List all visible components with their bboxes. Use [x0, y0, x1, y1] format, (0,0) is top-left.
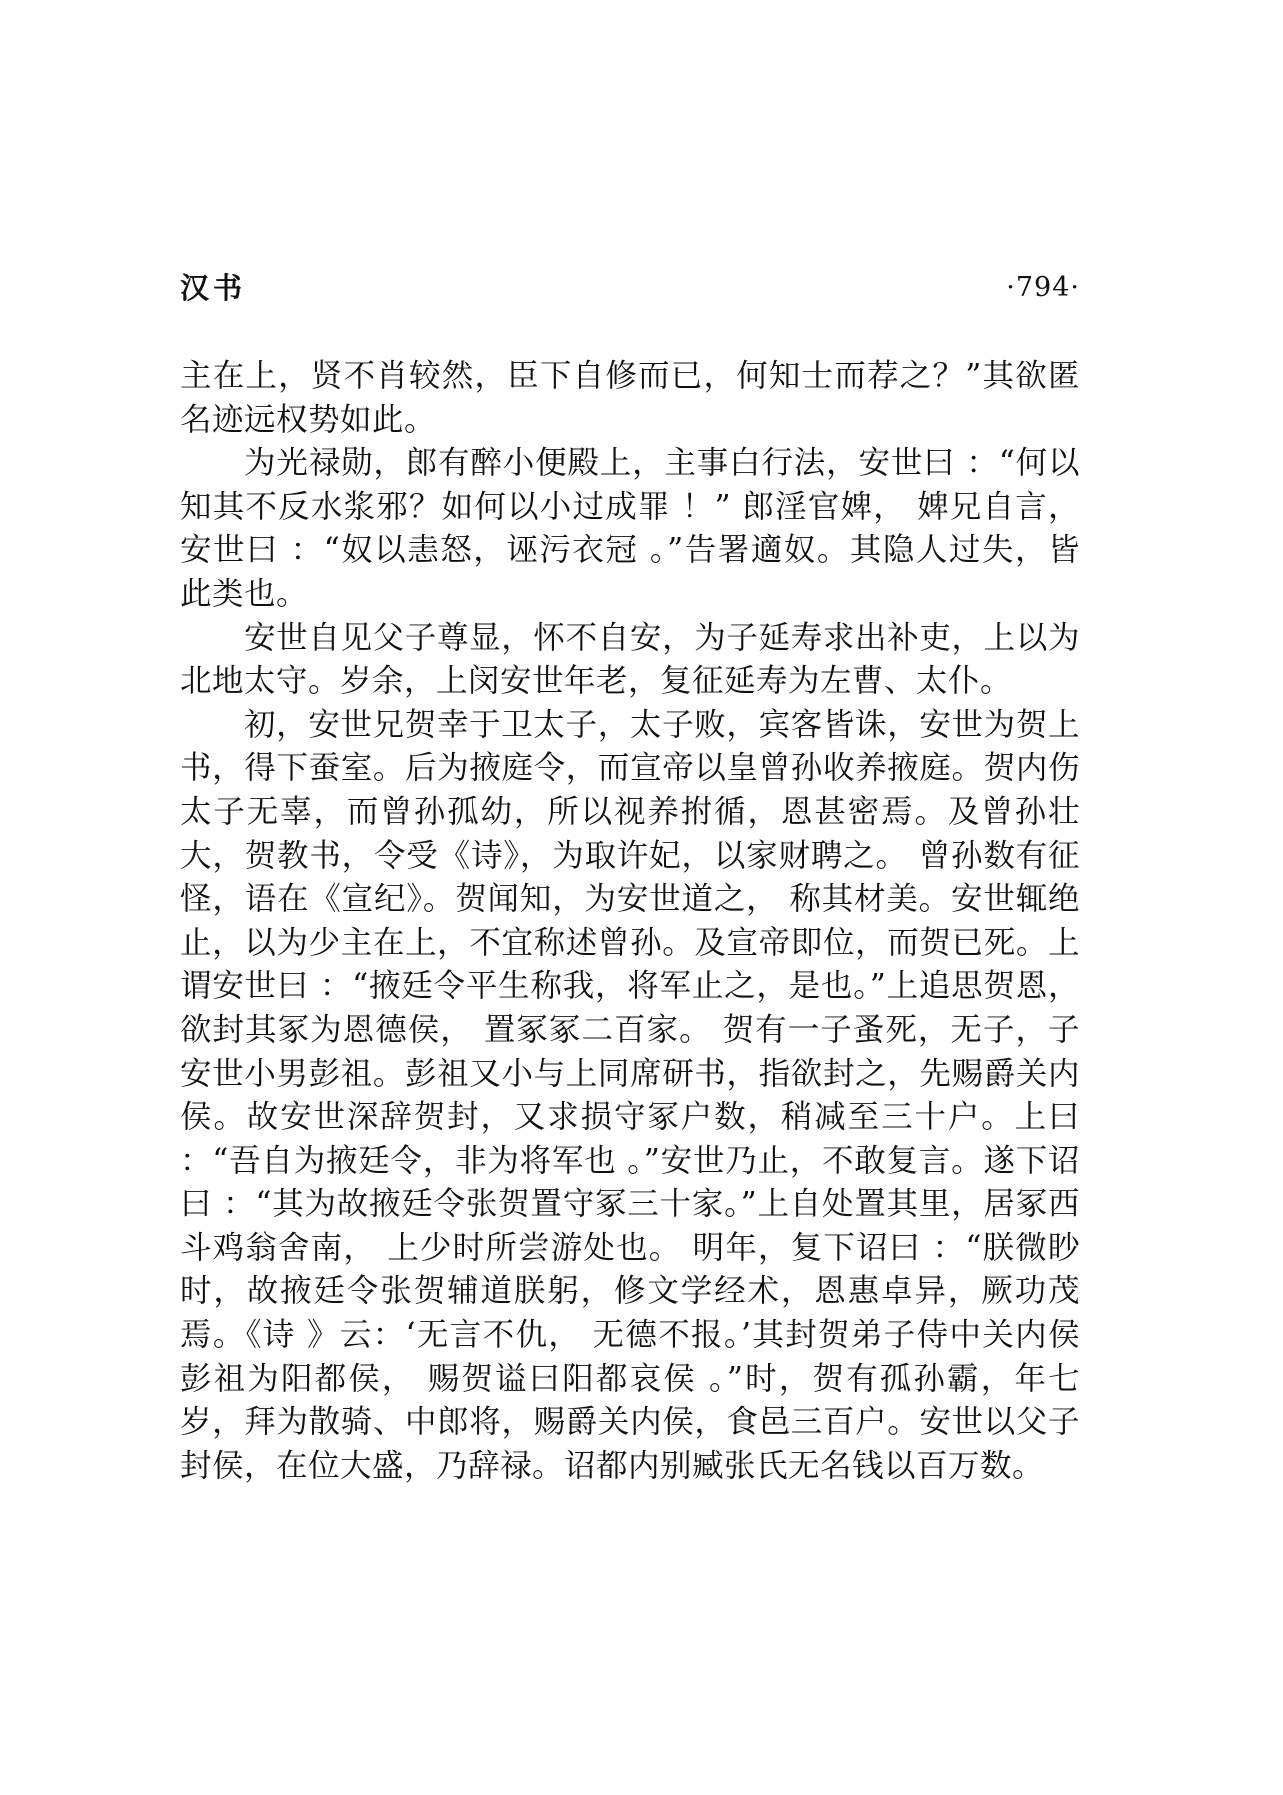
paragraph: 主在上，贤不肖较然，臣下自修而已，何知士而荐之？”其欲匿名迹远权势如此。	[180, 358, 1080, 438]
body-text	[180, 355, 1080, 1488]
page-number: ·794·	[1006, 272, 1080, 303]
running-header	[180, 268, 1080, 308]
paragraph: 安世自见父子尊显，怀不自安，为子延寿求出补吏，上以为北地太守。岁余，上闵安世年老，复征延寿为左曹、太仆。	[180, 619, 1080, 700]
paragraph: 为光禄勋，郎有醉小便殿上，主事白行法，安世曰 ：“何以知其不反水浆邪？如何以小过成罪 ！” 郎淫官婢， 婢兄自言，安世曰 ：“奴以恚怒，诬污衣冠 。”告署適奴。其隐人过失，皆此类也。	[180, 445, 1080, 612]
paragraph: 初，安世兄贺幸于卫太子，太子败，宾客皆诛，安世为贺上书，得下蚕室。后为掖庭令，而宣帝以皇曾孙收养掖庭。贺内伤太子无辜，而曾孙孤幼，所以视养拊循，恩甚密焉。及曾孙壮大，贺教书，令受《诗》，为取许妃，以家财聘之。 曾孙数有征怪，语在《宣纪》。贺闻知，为安世道之， 称其材美。安世辄绝止，以为少主在上，不宜称述曾孙。及宣帝即位，而贺已死。上谓安世曰 ：“掖廷令平生称我，将军止之，是也。”上追思贺恩，欲封其冢为恩德侯， 置冢冢二百家。 贺有一子蚤死，无子，子安世小男彭祖。彭祖又小与上同席研书，指欲封之，先赐爵关内侯。故安世深辞贺封，又求损守冢户数，稍减至三十户。上曰 ：“吾自为掖廷令，非为将军也 。”安世乃止，不敢复言。遂下诏曰 ：“其为故掖廷令张贺置守冢三十家。”上自处置其里，居冢西斗鸡翁舍南， 上少时所尝游处也。 明年，复下诏曰 ：“朕微眇时，故掖廷令张贺辅道朕躬，修文学经术，恩惠卓异，厥功茂焉。《诗 》云：‘无言不仇， 无德不报。’其封贺弟子侍中关内侯彭祖为阳都侯， 赐贺谥曰阳都哀侯 。”时，贺有孤孙霸，年七岁，拜为散骑、中郎将，赐爵关内侯，食邑三百户。安世以父子封侯，在位大盛，乃辞禄。诏都内别臧张氏无名钱以百万数。	[180, 706, 1080, 1484]
book-title: 汉书	[180, 271, 247, 305]
